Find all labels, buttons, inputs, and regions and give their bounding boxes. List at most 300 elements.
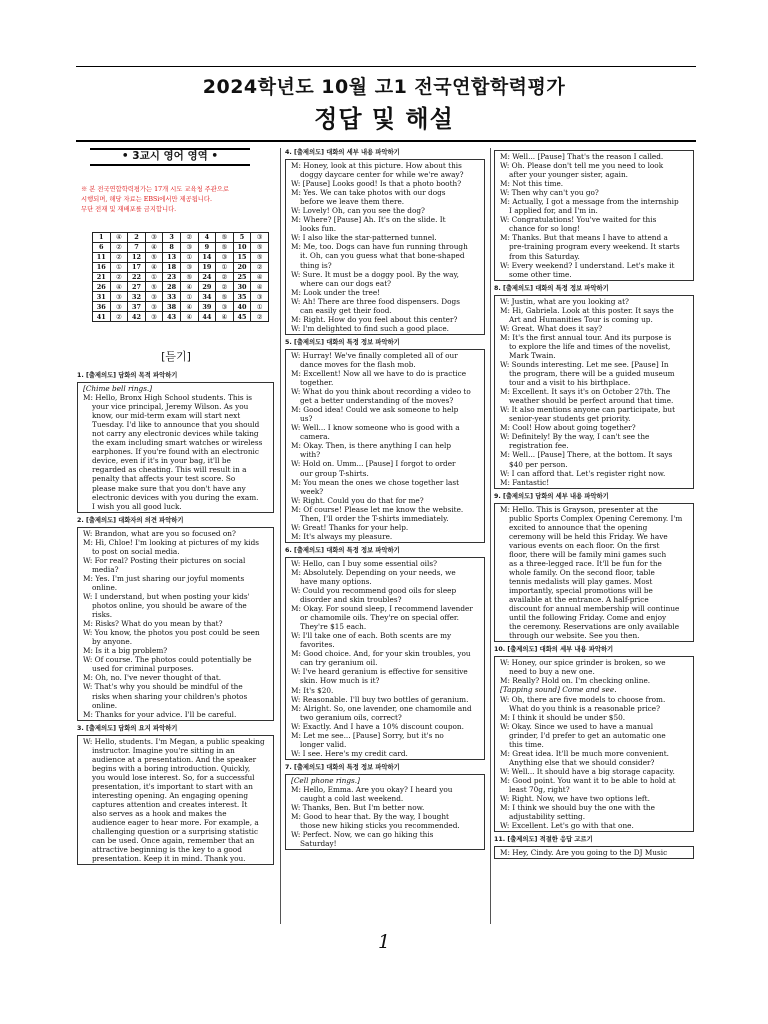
transcript-line: dance moves for the flash mob. — [300, 359, 416, 369]
transcript-line: our group T-shirts. — [300, 468, 369, 478]
question-number: 31 — [93, 292, 111, 302]
transcript-line: whole family. On the second floor, table — [509, 567, 655, 577]
answer-row — [93, 242, 269, 252]
answer-mark: ② — [110, 252, 128, 262]
question-number: 26 — [93, 282, 111, 292]
transcript-line: Anything else that we should consider? — [509, 757, 655, 767]
question-number: 27 — [128, 282, 146, 292]
answer-mark: ③ — [145, 233, 163, 243]
question-number: 22 — [128, 272, 146, 282]
transcript-box — [77, 382, 274, 513]
transcript-line: senior-year students get priority. — [509, 414, 631, 424]
transcript-line: M: Honey, look at this picture. How about this — [291, 161, 462, 170]
transcript-line: to explore the life and times of the novelist, — [509, 341, 671, 351]
transcript-line: get a better understanding of the moves? — [300, 396, 454, 406]
answer-mark: ③ — [145, 312, 163, 322]
column-1 — [77, 371, 274, 868]
transcript-box — [77, 527, 274, 721]
transcript-line: week? — [300, 486, 324, 496]
answer-mark: ⑤ — [145, 282, 163, 292]
transcript-line: attractive beginning is the key to a good — [92, 845, 242, 855]
transcript-box — [494, 150, 694, 281]
note-line: 무단 전재 및 재배포를 금지합니다. — [81, 206, 177, 213]
answer-mark: ② — [180, 233, 198, 243]
transcript-line: doggy daycare center for while we're away? — [300, 170, 464, 180]
answer-mark: ③ — [216, 302, 234, 312]
answer-mark: ① — [216, 262, 234, 272]
transcript-line: risks when sharing your children's photos — [92, 691, 248, 701]
transcript-line: W: Oh, there are five models to choose from. — [500, 694, 666, 704]
answer-mark: ④ — [180, 302, 198, 312]
transcript-line: some other time. — [509, 269, 572, 279]
answer-mark: ④ — [216, 312, 234, 322]
transcript-line: W: Hello, students. I'm Megan, a public speaking — [83, 736, 265, 746]
transcript-line: those new hiking sticks you recommended. — [300, 821, 460, 831]
transcript-line: through our website. See you then. — [509, 631, 640, 641]
question-number: 1 — [93, 233, 111, 243]
answer-mark: ③ — [110, 302, 128, 312]
question-number: 36 — [93, 302, 111, 312]
answer-mark: ③ — [216, 252, 234, 262]
transcript-line: W: Congratulations! You've waited for this — [500, 215, 657, 225]
transcript-line: penalty that affects your test score. So — [92, 474, 236, 484]
transcript-line: earphones. If you're found with an electronic — [92, 447, 259, 457]
exam-subtitle: 정답 및 해설 — [314, 105, 454, 133]
answer-mark: ④ — [110, 233, 128, 243]
transcript-line: M: Great idea. It'll be much more convenient. — [500, 748, 670, 758]
answer-mark: ④ — [110, 282, 128, 292]
transcript-line: M: Fantastic! — [500, 477, 550, 487]
answer-mark: ① — [180, 292, 198, 302]
question-number: 28 — [163, 282, 181, 292]
transcript-line: W: You know, the photos you post could be seen — [83, 628, 260, 638]
answer-mark: ⑤ — [251, 252, 269, 262]
transcript-line: M: Okay. For sound sleep, I recommend lavender — [291, 604, 473, 614]
transcript-line: M: Hey, Cindy. Are you going to the DJ Music — [500, 848, 668, 858]
transcript-line: W: I'll take one of each. Both scents are my — [291, 631, 452, 641]
question-number: 11 — [93, 252, 111, 262]
transcript-line: audience eager to hear more. For example, a — [92, 818, 259, 828]
transcript-line: M: Risks? What do you mean by that? — [83, 619, 223, 629]
transcript-line: W: Every weekend? I understand. Let's make it — [500, 260, 675, 270]
transcript-line: please make sure that you don't have any — [92, 483, 246, 493]
answer-mark: ③ — [251, 292, 269, 302]
transcript-line: caught a cold last weekend. — [300, 794, 404, 803]
transcript-line: W: Of course. The photos could potentially be — [83, 655, 252, 665]
question-number: 43 — [163, 312, 181, 322]
transcript-line: $40 per person. — [509, 459, 568, 469]
transcript-line: [Cell phone rings.] — [291, 775, 360, 785]
question-number: 9 — [198, 242, 216, 252]
transcript-line: M: Alright. So, one lavender, one chamomile and — [291, 703, 472, 713]
question-heading: 1. [출제의도] 담화의 목적 파악하기 — [77, 372, 178, 379]
transcript-line: W: Justin, what are you looking at? — [500, 296, 629, 306]
transcript-line: M: It's $20. — [291, 685, 334, 695]
answer-key-table — [92, 232, 269, 322]
transcript-line: instructor. Imagine you're sitting in an — [92, 745, 235, 755]
page-number: 1 — [377, 931, 391, 953]
transcript-line: M: Excellent! Now all we have to do is practice — [291, 368, 467, 378]
transcript-line: M: Is it a big problem? — [83, 646, 168, 656]
transcript-line: tour and a visit to his birthplace. — [509, 378, 631, 388]
answer-row — [93, 262, 269, 272]
transcript-line: W: Exactly. And I have a 10% discount coupon. — [291, 721, 464, 731]
transcript-box — [494, 846, 694, 859]
question-number: 44 — [198, 312, 216, 322]
transcript-line: risks. — [92, 610, 113, 620]
answer-row — [93, 292, 269, 302]
transcript-line: you would lose interest. So, for a successful — [92, 772, 255, 782]
transcript-line: M: Where? [Pause] Ah. It's on the slide. It — [291, 215, 446, 225]
transcript-line: have many options. — [300, 576, 372, 586]
question-number: 35 — [233, 292, 251, 302]
answer-mark: ① — [251, 302, 269, 312]
transcript-line: M: Good choice. And, for your skin troubles, you — [291, 649, 471, 659]
question-number: 2 — [128, 233, 146, 243]
transcript-line: the program, there will be a guided museum — [509, 369, 675, 379]
transcript-line: longer valid. — [300, 739, 347, 749]
transcript-line: presentation. Keep it in mind. Thank you. — [92, 854, 246, 864]
transcript-line: M: Good point. You want it to be able to hold at — [500, 775, 676, 785]
column-3 — [494, 148, 694, 862]
question-number: 5 — [233, 233, 251, 243]
transcript-line: public Sports Complex Opening Ceremony. I'm — [509, 513, 683, 523]
transcript-line: M: Actually, I got a message from the internship — [500, 197, 679, 207]
transcript-line: W: Right. Now, we have two options left. — [500, 794, 650, 804]
transcript-line: W: Could you recommend good oils for sleep — [291, 586, 457, 596]
question-number: 16 — [93, 262, 111, 272]
transcript-line: W: It also mentions anyone can participate, but — [500, 405, 676, 415]
transcript-line: or chamomile oils. They're on special offer. — [300, 613, 459, 623]
answer-mark: ⑤ — [216, 292, 234, 302]
transcript-line: M: Hi, Chloe! I'm looking at pictures of my kids — [83, 537, 259, 547]
answer-mark: ③ — [145, 292, 163, 302]
transcript-line: M: It's always my pleasure. — [291, 531, 393, 541]
column-2 — [285, 148, 485, 853]
transcript-line: chance for so long! — [509, 224, 580, 234]
transcript-line: challenging question or a surprising statistic — [92, 827, 259, 837]
answer-mark: ② — [251, 262, 269, 272]
column-divider — [280, 148, 281, 924]
question-number: 45 — [233, 312, 251, 322]
transcript-line: after your younger sister, again. — [509, 170, 628, 180]
transcript-line: need to buy a new one. — [509, 667, 595, 677]
transcript-line: W: I'm delighted to find such a good place. — [291, 323, 449, 333]
transcript-line: your vice principal, Jeremy Wilson. As you — [92, 402, 249, 412]
question-heading: 3. [출제의도] 담화의 요지 파악하기 — [77, 724, 178, 732]
transcript-line: M: Oh, no. I've never thought of that. — [83, 673, 222, 683]
transcript-line: us? — [300, 414, 313, 424]
transcript-line: They're $15 each. — [300, 622, 367, 632]
transcript-line: M: Of course! Please let me know the website. — [291, 504, 464, 514]
question-number: 37 — [128, 302, 146, 312]
question-number: 25 — [233, 272, 251, 282]
header-rule-top — [76, 66, 696, 67]
transcript-line: Then, I'll order the T-shirts immediately. — [300, 513, 449, 523]
transcript-line: W: Excellent. Let's go with that one. — [500, 821, 634, 831]
transcript-line: electronic devices with you during the exam. — [92, 492, 259, 502]
transcript-line: I wish you all good luck. — [92, 501, 182, 511]
transcript-box — [285, 557, 485, 760]
transcript-line: Mark Twain. — [509, 350, 556, 360]
question-heading: 11. [출제의도] 적절한 응답 고르기 — [494, 836, 593, 844]
question-number: 42 — [128, 312, 146, 322]
transcript-line: until the following Friday. Come and enjoy — [509, 613, 667, 623]
transcript-line: M: Well... [Pause] There, at the bottom. It says — [500, 450, 673, 460]
transcript-line: W: Right. Could you do that for me? — [291, 495, 424, 505]
answer-mark: ④ — [180, 282, 198, 292]
transcript-line: ceremony will be held this Friday. We have — [509, 531, 668, 541]
question-number: 18 — [163, 262, 181, 272]
question-number: 3 — [163, 233, 181, 243]
transcript-line: online. — [92, 700, 118, 710]
transcript-line: M: Okay. Then, is there anything I can help — [291, 441, 452, 451]
answer-mark: ④ — [145, 242, 163, 252]
transcript-line: W: Oh. Please don't tell me you need to look — [500, 161, 664, 171]
transcript-line: W: Sounds interesting. Let me see. [Pause] In — [500, 359, 669, 369]
answer-row — [93, 302, 269, 312]
answer-mark: ③ — [251, 233, 269, 243]
answer-mark: ② — [110, 242, 128, 252]
question-number: 7 — [128, 242, 146, 252]
transcript-line: also serves as a hook and makes the — [92, 809, 227, 819]
transcript-box — [77, 735, 274, 866]
answer-row — [93, 272, 269, 282]
transcript-line: where can our dogs eat? — [300, 278, 392, 288]
question-number: 15 — [233, 252, 251, 262]
answer-mark: ② — [216, 272, 234, 282]
transcript-line: W: Sure. It must be a doggy pool. By the way, — [291, 269, 459, 279]
question-number: 34 — [198, 292, 216, 302]
question-heading: 5. [출제의도] 대화의 특정 정보 파악하기 — [285, 338, 400, 346]
transcript-line: M: Thanks. But that means I have to attend a — [500, 233, 668, 243]
transcript-line: W: Hold on. Umm... [Pause] I forgot to order — [291, 459, 456, 469]
question-heading: 10. [출제의도] 대화의 세부 내용 파악하기 — [494, 646, 614, 654]
transcript-line: M: Hello. This is Grayson, presenter at the — [500, 504, 658, 514]
transcript-line: grinder, I'd prefer to get an automatic one — [509, 730, 666, 740]
transcript-line: importantly, special promotions will be — [509, 586, 653, 596]
header-rule-bottom — [76, 140, 696, 142]
transcript-line: least 70g, right? — [509, 785, 570, 794]
transcript-line: photos online, you should be aware of the — [92, 601, 247, 611]
transcript-line: tennis medalists will play games. Most — [509, 577, 653, 587]
transcript-line: [Tapping sound] Come and see. — [500, 685, 617, 695]
question-heading: 4. [출제의도] 대화의 세부 내용 파악하기 — [285, 149, 400, 156]
question-number: 14 — [198, 252, 216, 262]
transcript-line: W: Ah! There are three food dispensers. Dogs — [291, 296, 460, 306]
transcript-line: M: Yes. I'm just sharing our joyful moments — [83, 573, 245, 583]
question-number: 40 — [233, 302, 251, 312]
answer-row — [93, 282, 269, 292]
note-line: 시행되며, 해당 자료는 EBSi에서만 제공됩니다. — [81, 196, 212, 203]
answer-mark: ④ — [145, 262, 163, 272]
answer-mark: ③ — [110, 292, 128, 302]
question-number: 6 — [93, 242, 111, 252]
transcript-line: Saturday! — [300, 839, 337, 849]
transcript-line: skin. How much is it? — [300, 676, 380, 686]
answer-mark: ⑤ — [145, 252, 163, 262]
transcript-line: W: I can afford that. Let's register right now. — [500, 468, 666, 478]
transcript-line: to post on social media. — [92, 546, 180, 556]
answer-mark: ④ — [180, 312, 198, 322]
transcript-line: by anyone. — [92, 637, 133, 647]
transcript-line: M: I think it should be under $50. — [500, 712, 626, 722]
answer-mark: ③ — [180, 242, 198, 252]
transcript-line: [Chime bell rings.] — [83, 384, 153, 393]
transcript-line: M: Cool! How about going together? — [500, 423, 636, 433]
transcript-line: various events on each floor. On the first — [509, 540, 660, 550]
transcript-line: favorites. — [300, 640, 335, 650]
answer-mark: ② — [110, 272, 128, 282]
transcript-line: M: Look under the tree! — [291, 287, 381, 297]
transcript-line: M: Not this time. — [500, 179, 564, 189]
question-number: 8 — [163, 242, 181, 252]
question-number: 32 — [128, 292, 146, 302]
transcript-line: W: Definitely! By the way, I can't see the — [500, 432, 650, 442]
transcript-line: before we leave them there. — [300, 197, 405, 207]
transcript-line: W: I also like the star-patterned tunnel. — [291, 233, 437, 243]
answer-mark: ① — [180, 252, 198, 262]
transcript-box — [285, 774, 485, 850]
copyright-note — [81, 185, 271, 215]
transcript-line: M: Good idea! Could we ask someone to help — [291, 405, 459, 415]
transcript-line: M: Excellent. It says it's on October 27th. The — [500, 387, 671, 397]
transcript-line: W: Great. What does it say? — [500, 323, 603, 333]
transcript-line: it. Oh, can you guess what that bone-shaped — [300, 251, 465, 261]
question-heading: 8. [출제의도] 대화의 특정 정보 파악하기 — [494, 284, 609, 292]
transcript-line: M: Hi, Gabriela. Look at this poster. It says the — [500, 305, 674, 315]
transcript-line: excited to announce that the opening — [509, 522, 648, 532]
transcript-line: know, our mid-term exam will start next — [92, 411, 241, 421]
transcript-line: M: Absolutely. Depending on your needs, we — [291, 567, 456, 577]
answer-mark: ⑤ — [251, 242, 269, 252]
answer-mark: ④ — [251, 272, 269, 282]
question-number: 10 — [233, 242, 251, 252]
answer-mark: ② — [110, 312, 128, 322]
question-number: 39 — [198, 302, 216, 312]
transcript-line: W: Hello, can I buy some essential oils? — [291, 558, 438, 568]
question-heading: 2. [출제의도] 대화자의 의견 파악하기 — [77, 516, 184, 524]
transcript-line: W: Well... I know someone who is good with a — [291, 423, 460, 433]
transcript-line: I applied for, and I'm in. — [509, 206, 598, 216]
transcript-line: W: Lovely! Oh, can you see the dog? — [291, 206, 425, 216]
question-number: 41 — [93, 312, 111, 322]
transcript-line: M: Let me see... [Pause] Sorry, but it's no — [291, 730, 444, 740]
transcript-box — [285, 349, 485, 543]
transcript-line: W: I understand, but when posting your kids' — [83, 591, 250, 601]
answer-row — [93, 252, 269, 262]
transcript-line: Tuesday. I'd like to announce that you should — [92, 420, 260, 430]
transcript-line: What do you think is a reasonable price? — [509, 703, 660, 713]
subject-label: • 3교시 영어 영역 • — [90, 148, 250, 166]
transcript-line: W: Thanks, Ben. But I'm better now. — [291, 803, 425, 813]
question-number: 24 — [198, 272, 216, 282]
transcript-line: M: It's the first annual tour. And its purpose is — [500, 332, 672, 342]
transcript-line: M: Me, too. Dogs can have fun running through — [291, 242, 468, 252]
transcript-box — [494, 295, 694, 489]
question-number: 29 — [198, 282, 216, 292]
transcript-line: M: Good to hear that. By the way, I bought — [291, 812, 449, 822]
question-number: 33 — [163, 292, 181, 302]
transcript-line: W: I've heard geranium is effective for sensitive — [291, 667, 468, 677]
transcript-line: with? — [300, 450, 321, 460]
transcript-box — [285, 159, 485, 335]
question-number: 30 — [233, 282, 251, 292]
transcript-line: W: What do you think about recording a video to — [291, 387, 471, 397]
transcript-line: M: I think we should buy the one with the — [500, 803, 655, 813]
answer-mark: ⑤ — [216, 233, 234, 243]
transcript-line: W: Hurray! We've finally completed all of our — [291, 350, 458, 360]
transcript-line: W: Perfect. Now, we can go hiking this — [291, 830, 434, 840]
transcript-line: M: Yes. We can take photos with our dogs — [291, 188, 446, 198]
question-number: 19 — [198, 262, 216, 272]
transcript-line: from this Saturday. — [509, 251, 580, 261]
question-number: 38 — [163, 302, 181, 312]
column-divider — [490, 148, 491, 924]
note-line: ※ 본 전국연합학력평가는 17개 시도 교육청 주관으로 — [81, 186, 229, 193]
transcript-line: W: Then why can't you go? — [500, 188, 599, 198]
transcript-line: together. — [300, 378, 334, 388]
answer-mark: ① — [110, 262, 128, 272]
answer-row — [93, 233, 269, 243]
transcript-line: can try geranium oil. — [300, 658, 378, 668]
transcript-line: W: Reasonable. I'll buy two bottles of geranium. — [291, 694, 469, 704]
transcript-line: this time. — [509, 739, 544, 749]
exam-title: 2024학년도 10월 고1 전국연합학력평가 — [202, 76, 566, 98]
transcript-line: floor, there will be family mini games such — [509, 549, 667, 559]
transcript-line: M: Well... [Pause] That's the reason I called. — [500, 152, 664, 161]
transcript-line: W: Well... It should have a big storage capacity. — [500, 766, 675, 776]
transcript-line: M: You mean the ones we chose together last — [291, 477, 460, 487]
transcript-line: used for criminal purposes. — [92, 664, 194, 674]
listening-heading: [듣기] — [161, 350, 191, 363]
transcript-line: registration fee. — [509, 441, 569, 451]
transcript-line: audience at a presentation. And the speaker — [92, 754, 257, 764]
transcript-box — [494, 656, 694, 832]
transcript-line: captures attention and creates interest. It — [92, 799, 248, 809]
question-number: 20 — [233, 262, 251, 272]
transcript-line: M: Thanks for your advice. I'll be careful. — [83, 709, 237, 719]
transcript-line: M: Hello, Emma. Are you okay? I heard you — [291, 784, 453, 794]
transcript-line: online. — [92, 582, 118, 592]
transcript-line: as a three-legged race. It'll be fun for the — [509, 558, 662, 568]
transcript-line: pre-training program every weekend. It starts — [509, 242, 680, 252]
transcript-line: W: Great! Thanks for your help. — [291, 522, 409, 532]
transcript-line: looks fun. — [300, 224, 337, 234]
transcript-line: presentation, it's important to start with an — [92, 781, 253, 791]
transcript-line: M: Right. How do you feel about this center? — [291, 314, 458, 324]
transcript-line: disorder and skin troubles? — [300, 595, 402, 605]
transcript-line: interesting opening. An engaging opening — [92, 790, 249, 800]
transcript-line: Art and Humanities Tour is coming up. — [509, 314, 653, 324]
question-heading: 6. [출제의도] 대화의 특정 정보 파악하기 — [285, 546, 400, 554]
transcript-line: regarded as cheating. This will result in a — [92, 465, 247, 475]
transcript-line: W: I see. Here's my credit card. — [291, 748, 408, 758]
transcript-line: W: Honey, our spice grinder is broken, so we — [500, 658, 666, 668]
question-heading: 9. [출제의도] 담화의 세부 내용 파악하기 — [494, 492, 609, 500]
transcript-line: thing is? — [300, 260, 332, 270]
question-number: 23 — [163, 272, 181, 282]
transcript-line: weather should be perfect around that time. — [509, 396, 674, 406]
answer-mark: ④ — [251, 282, 269, 292]
transcript-line: media? — [92, 564, 119, 574]
transcript-line: W: Brandon, what are you so focused on? — [83, 528, 236, 538]
transcript-line: the ceremony. Reservations are only available — [509, 622, 680, 632]
answer-mark: ③ — [145, 302, 163, 312]
transcript-line: two geranium oils, correct? — [300, 712, 402, 722]
transcript-line: W: That's why you should be mindful of the — [83, 682, 243, 692]
transcript-box — [494, 503, 694, 643]
